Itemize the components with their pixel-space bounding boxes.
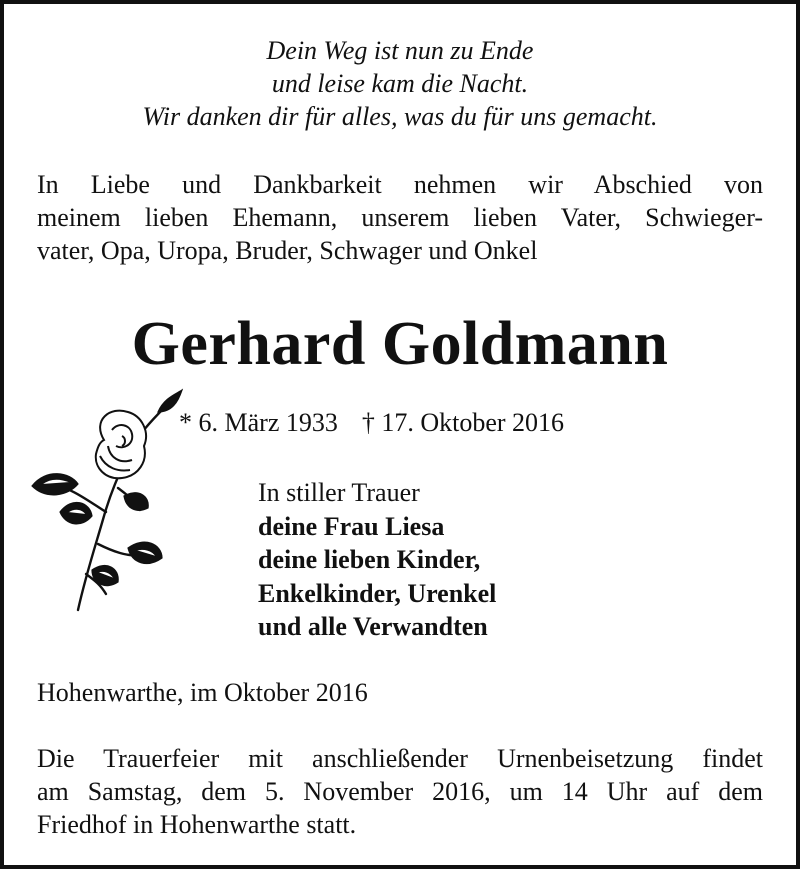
rose-icon (26, 384, 186, 614)
intro-text (37, 168, 763, 267)
poem-line: Dein Weg ist nun zu Ende (266, 36, 534, 65)
life-dates (179, 406, 564, 439)
funeral-line: Die Trauerfeier mit anschließender Urnenbeisetzung findet (37, 744, 763, 773)
birth-date: * 6. März 1933 (179, 408, 338, 437)
mourner-line: deine Frau Liesa (258, 511, 445, 541)
funeral-line: Friedhof in Hohenwarthe statt. (37, 810, 357, 839)
mourner-line: Enkelkinder, Urenkel (258, 578, 497, 608)
intro-line: meinem lieben Ehemann, unserem lieben Vater, Schwieger- (37, 203, 763, 232)
deceased-name: Gerhard Goldmann (131, 310, 669, 378)
poem-line: und leise kam die Nacht. (271, 69, 529, 98)
intro-line: In Liebe und Dankbarkeit nehmen wir Abschied von (37, 170, 763, 199)
death-date: † 17. Oktober 2016 (361, 408, 565, 437)
poem (4, 34, 796, 133)
place-date: Hohenwarthe, im Oktober 2016 (37, 678, 368, 707)
poem-line: Wir danken dir für alles, was du für uns gemacht. (142, 102, 658, 131)
funeral-info (37, 742, 763, 841)
mourners (258, 476, 496, 644)
mourner-line: deine lieben Kinder, (258, 545, 481, 574)
funeral-line: am Samstag, dem 5. November 2016, um 14 Uhr auf dem (37, 777, 763, 806)
mourners-intro: In stiller Trauer (258, 478, 420, 507)
mourner-line: und alle Verwandten (258, 612, 488, 641)
intro-line: vater, Opa, Uropa, Bruder, Schwager und Onkel (37, 236, 538, 265)
